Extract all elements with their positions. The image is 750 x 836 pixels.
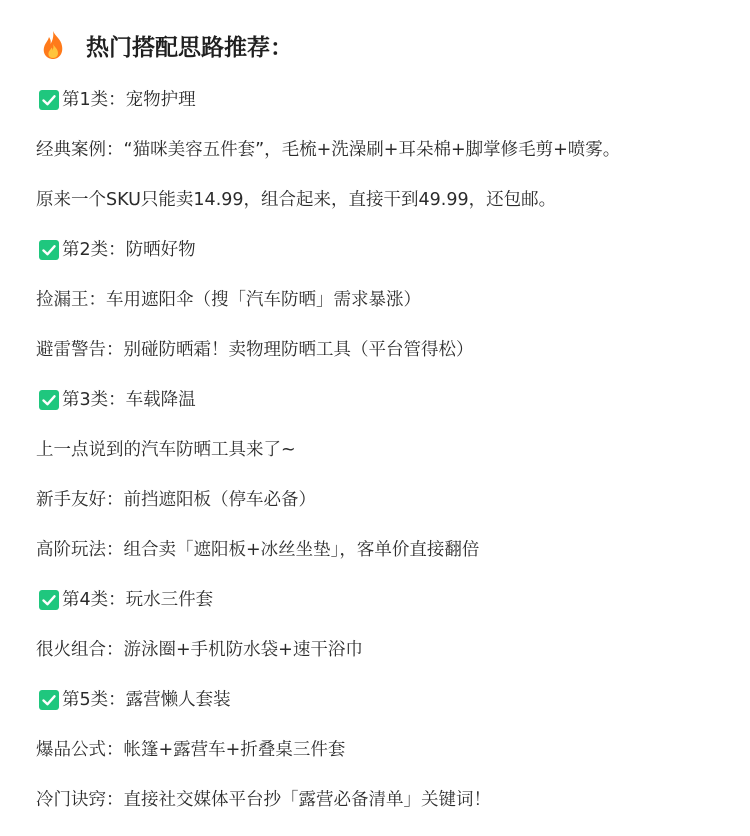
category-heading (36, 85, 196, 115)
category-heading (36, 385, 196, 415)
category-label: 第4类：玩水三件套 (62, 590, 214, 610)
paragraph-text: 上一点说到的汽车防晒工具来了~ (36, 440, 296, 460)
paragraph-line (36, 185, 556, 215)
heading-text: 热门搭配思路推荐： (86, 34, 293, 61)
paragraph-line (36, 135, 620, 165)
category-label: 第3类：车载降温 (62, 390, 196, 410)
paragraph-line (36, 735, 345, 765)
paragraph-text: 避雷警告：别碰防晒霜！卖物理防晒工具（平台管得松） (36, 340, 474, 360)
paragraph-text: 冷门诀窍：直接社交媒体平台抄「露营必备清单」关键词！ (36, 790, 491, 810)
paragraph-text: 原来一个SKU只能卖14.99，组合起来，直接干到49.99，还包邮。 (36, 190, 557, 210)
paragraph-text: 高阶玩法：组合卖「遮阳板+冰丝坐垫」，客单价直接翻倍 (36, 540, 480, 560)
category-label: 第5类：露营懒人套装 (62, 690, 231, 710)
paragraph-line (36, 435, 296, 465)
paragraph-text: 新手友好：前挡遮阳板（停车必备） (36, 490, 316, 510)
check-mark-icon (39, 690, 59, 710)
paragraph-text: 很火组合：游泳圈+手机防水袋+速干浴巾 (36, 640, 363, 660)
check-mark-icon (39, 90, 59, 110)
category-label: 第2类：防晒好物 (62, 240, 196, 260)
paragraph-line (36, 335, 474, 365)
check-mark-icon (39, 240, 59, 260)
paragraph-line (36, 485, 316, 515)
category-heading (36, 685, 231, 715)
category-heading (36, 235, 196, 265)
section-heading (40, 28, 293, 62)
check-mark-icon (39, 390, 59, 410)
check-mark-icon (39, 590, 59, 610)
paragraph-line (36, 635, 363, 665)
paragraph-text: 经典案例：“猫咪美容五件套”，毛梳+洗澡刷+耳朵棉+脚掌修毛剪+喷雾。 (36, 140, 621, 160)
paragraph-line (36, 535, 479, 565)
paragraph-line (36, 285, 421, 315)
paragraph-line (36, 785, 491, 815)
category-label: 第1类：宠物护理 (62, 90, 196, 110)
paragraph-text: 爆品公式：帐篷+露营车+折叠桌三件套 (36, 740, 346, 760)
fire-icon (40, 30, 66, 60)
category-heading (36, 585, 213, 615)
paragraph-text: 捡漏王：车用遮阳伞（搜「汽车防晒」需求暴涨） (36, 290, 421, 310)
